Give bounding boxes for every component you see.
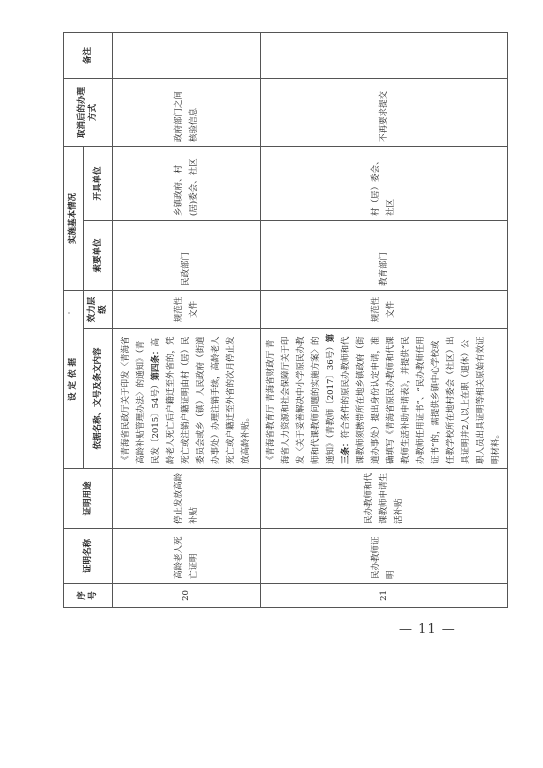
row-lead-unit: 教育部门 <box>261 220 508 290</box>
row-validity: 规范性文件 <box>261 290 508 328</box>
row-basis <box>261 329 508 469</box>
row-remark <box>261 32 508 78</box>
basis-keyword: 第三条： <box>326 333 351 464</box>
basis-keyword: 第四条： <box>151 346 161 381</box>
row-issue-unit: 村（居）委会、社区 <box>261 146 508 220</box>
header-validity: 效力层级 <box>84 290 113 328</box>
rotated-table-container <box>63 33 501 608</box>
header-basis-group: 设 定 依 据 <box>64 290 84 468</box>
header-issue-unit: 开具单位 <box>84 146 113 220</box>
row-seq: 21 <box>261 584 508 608</box>
header-impl-group: 实施基本情况 <box>64 146 84 290</box>
row-after-cancel: 不再要求提交 <box>261 78 508 146</box>
row-seq: 20 <box>113 584 261 608</box>
row-cert-name: 民办教师证明 <box>261 529 508 584</box>
header-basis-doc: 依据名称、文号及条文内容 <box>84 329 113 469</box>
row-after-cancel: 政府部门之间核验信息 <box>113 78 261 146</box>
basis-post: 符合条件的原民办教师和代课教师须携带所在地乡镇政府（街道办事处）提出身份认定申请，准确填写《青海省原民办教师和代课教师生活补助申请表》，并提供“民办教师任用证书”、“民办教师任用证书”的，需提供乡镇中心学校或任教学校所在地村委会（社区）出具证明并2人以上在职（退休）公职人员出具证明等相关原始有效证明材料。 <box>341 336 501 464</box>
row-issue-unit: 乡镇政府、村(居)委会、社区 <box>113 146 261 220</box>
basis-pre: 《青海省民政厅关于印发〈青海省高龄补贴管理办法〉的通知》（青民发〔2015〕54号） <box>121 336 161 464</box>
basis-pre: 《青海省教育厅 青海省财政厅 青海省人力资源和社会保障厅关于印发〈关于妥善解决中小学原民办教师和代课教师问题的实施方案〉的通知》（青教师〔2017〕36号） <box>266 336 336 464</box>
header-after-cancel: 取消后的办理方式 <box>64 78 113 146</box>
row-validity: 规范性文件 <box>113 290 261 328</box>
row-remark <box>113 32 261 78</box>
row-lead-unit: 民政部门 <box>113 220 261 290</box>
certificate-table <box>63 32 508 608</box>
table-row <box>113 32 261 607</box>
row-cert-use: 民办教师和代课教师申请生活补贴 <box>261 469 508 529</box>
page-number: — 11 — <box>399 622 456 637</box>
header-lead-unit: 索要单位 <box>84 220 113 290</box>
header-cert-use: 证明用途 <box>64 469 113 529</box>
row-basis <box>113 329 261 469</box>
row-cert-name: 高龄老人死亡证明 <box>113 529 261 584</box>
row-cert-use: 停止发放高龄补贴 <box>113 469 261 529</box>
basis-post: 高龄老人死亡后户籍迁至外省的，凭死亡或注销户籍证明由村（居）民委员会或乡（镇）人民政府（街道办事处）办理注销手续，高龄老人死亡或户籍迁至外省的次月停止发放高龄补贴。 <box>151 336 251 464</box>
header-seq: 序号 <box>64 584 113 608</box>
table-row <box>261 32 508 607</box>
header-cert-name: 证明名称 <box>64 529 113 584</box>
header-remark: 备注 <box>64 32 113 78</box>
